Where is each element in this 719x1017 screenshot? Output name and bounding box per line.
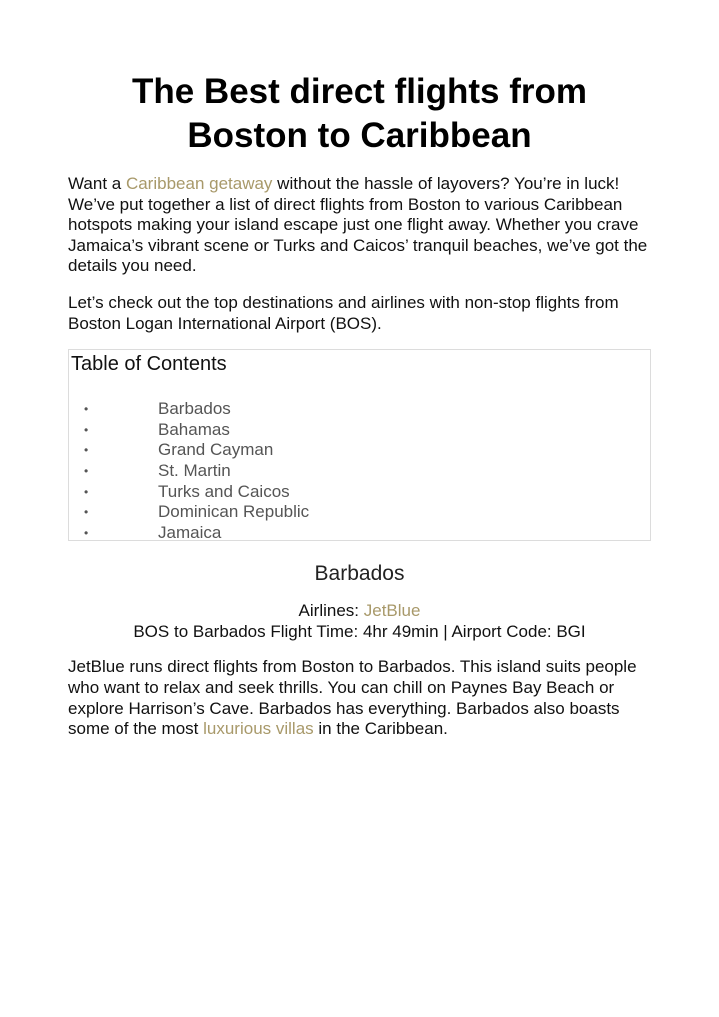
intro-text-end: without the hassle of layovers? You’re in luck! We’ve put together a list of direct flights from Boston to various Caribbean hotspots making your island escape just one flight away. Whether you crave Jamaica’s vibrant scene or Turks and Caicos’ tranquil beaches, we’ve got the details you need. xyxy=(68,174,648,276)
table-of-contents xyxy=(68,349,651,541)
bullet-icon: • xyxy=(84,484,89,499)
toc-item-jamaica[interactable]: Jamaica xyxy=(158,522,222,542)
bullet-icon: • xyxy=(84,525,89,540)
barbados-paragraph xyxy=(68,657,651,739)
caribbean-getaway-link[interactable]: Caribbean getaway xyxy=(125,174,273,193)
bullet-icon: • xyxy=(84,402,89,417)
toc-item-st-martin[interactable]: St. Martin xyxy=(158,460,231,480)
intro-text-start: Want a xyxy=(68,174,126,193)
intro-paragraph-2: Let’s check out the top destinations and airlines with non-stop flights from Boston Logan International Airport (BOS). xyxy=(68,292,619,333)
barbados-text-start: JetBlue runs direct flights from Boston to Barbados. This island suits people who want to relax and seek thrills. You can chill on Paynes Bay Beach or explore Harrison’s Cave. Barbados has everything. Barbados also boasts some of the most xyxy=(68,657,637,739)
barbados-text-end: in the Caribbean. xyxy=(313,719,448,739)
flight-info-block xyxy=(68,601,651,642)
toc-item-barbados[interactable]: Barbados xyxy=(158,399,231,419)
airlines-line xyxy=(68,601,651,622)
luxurious-villas-link[interactable]: luxurious villas xyxy=(203,719,314,739)
intro-paragraph xyxy=(68,174,651,277)
toc-item-bahamas[interactable]: Bahamas xyxy=(158,419,230,439)
page-title: The Best direct flights from Boston to Caribbean xyxy=(131,72,588,155)
flight-details: BOS to Barbados Flight Time: 4hr 49min | Airport Code: BGI xyxy=(133,621,586,641)
bullet-icon: • xyxy=(84,463,89,478)
jetblue-link[interactable]: JetBlue xyxy=(363,601,421,621)
bullet-icon: • xyxy=(84,505,89,520)
toc-item-dominican-republic[interactable]: Dominican Republic xyxy=(158,502,310,522)
toc-item-turks-and-caicos[interactable]: Turks and Caicos xyxy=(158,481,290,501)
toc-item-grand-cayman[interactable]: Grand Cayman xyxy=(158,440,274,460)
toc-title: Table of Contents xyxy=(71,353,227,376)
airlines-label: Airlines: xyxy=(298,601,364,621)
section-heading-barbados: Barbados xyxy=(314,562,405,586)
bullet-icon: • xyxy=(84,422,89,437)
bullet-icon: • xyxy=(84,443,89,458)
article xyxy=(68,70,651,740)
